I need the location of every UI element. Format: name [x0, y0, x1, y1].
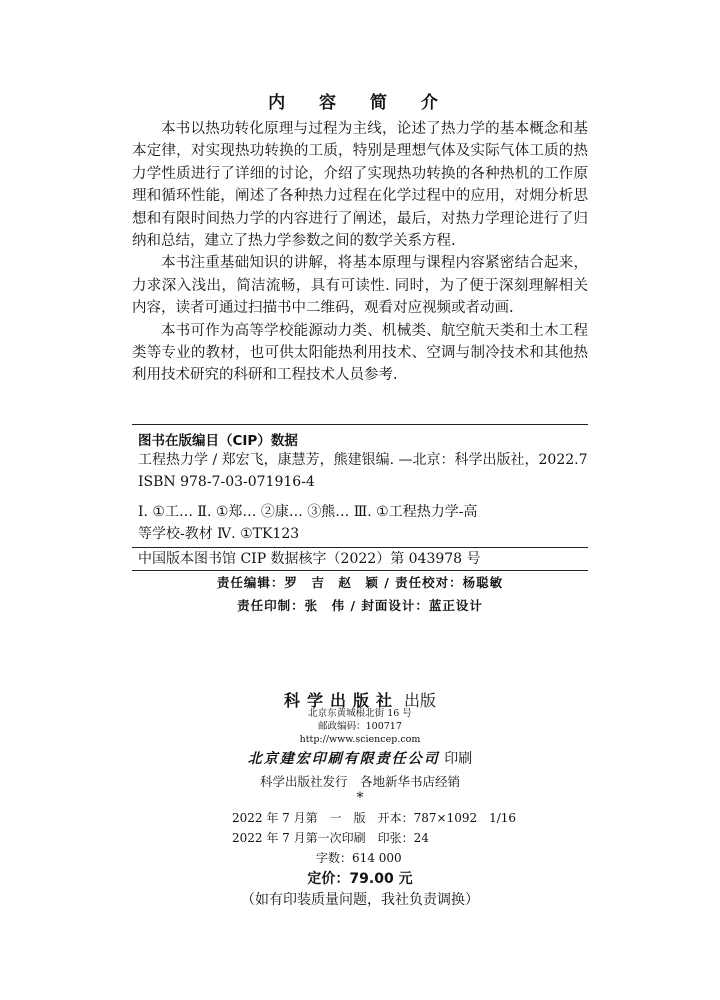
publisher-logo-text: 科学出版社 — [283, 691, 399, 710]
cip-block — [132, 424, 588, 571]
word-count: 字数：614 000 — [316, 851, 402, 865]
printer-line — [0, 748, 720, 768]
distribution-line: 科学出版社发行 各地新华书店经销 — [259, 774, 460, 789]
publisher-postcode: 邮政编码：100717 — [318, 721, 402, 732]
cip-classification: 等学校-教材 Ⅳ. ①TK123 — [138, 526, 300, 542]
summary-paragraph: 本书注重基础知识的讲解，将基本原理与课程内容紧密结合起来，力求深入浅出，简洁流畅，具有可读性. 同时，为了便于深刻理解相关内容，读者可通过扫描书中二维码，观看对应视频或者动画. — [132, 255, 588, 317]
cip-number: 中国版本图书馆 CIP 数据核字（2022）第 043978 号 — [132, 547, 588, 571]
editor-credits: 责任编辑：罗 吉 赵 颖 / 责任校对：杨聪敏 — [216, 575, 504, 590]
cip-isbn: ISBN 978-7-03-071916-4 — [138, 474, 315, 490]
price: 定价：79.00 元 — [307, 871, 413, 887]
cip-book-line: 工程热力学 / 郑宏飞，康慧芳，熊建银编. —北京：科学出版社，2022.7 — [138, 452, 588, 468]
cip-classification: Ⅰ. ①工… Ⅱ. ①郑… ②康… ③熊… Ⅲ. ①工程热力学-高 — [138, 504, 478, 520]
production-credits: 责任印制：张 伟 / 封面设计：蓝正设计 — [237, 598, 483, 613]
printing-line: 2022 年 7 月第一次印刷 印张：24 — [232, 831, 429, 845]
edition-line: 2022 年 7 月第 一 版 开本：787×1092 1/16 — [232, 811, 517, 825]
summary-title: 内 容 简 介 — [268, 93, 452, 113]
quality-note: （如有印装质量问题，我社负责调换） — [241, 892, 479, 908]
publisher-url: http://www.sciencep.com — [299, 734, 421, 745]
separator-star: * — [356, 790, 364, 806]
publisher-suffix: 出版 — [398, 691, 437, 710]
summary-body — [132, 118, 588, 387]
summary-paragraph: 本书以热功转化原理与过程为主线，论述了热力学的基本概念和基本定律，对实现热功转换的工质，特别是理想气体及实际气体工质的热力学性质进行了详细的讨论，介绍了实现热功转换的各种热机的工作原理和循环性能，阐述了各种热力过程在化学过程中的应用，对㶲分析思想和有限时间热力学的内容进行了阐述，最后，对热力学理论进行了归纳和总结，建立了热力学参数之间的数学关系方程. — [132, 121, 588, 250]
printer-logo-text: 北京建宏印刷有限责任公司 — [247, 751, 440, 767]
cip-heading: 图书在版编目（CIP）数据 — [138, 433, 298, 449]
printer-suffix: 印刷 — [439, 751, 473, 767]
publisher-address: 北京东黄城根北街 16 号 — [308, 708, 412, 719]
summary-paragraph: 本书可作为高等学校能源动力类、机械类、航空航天类和土木工程类等专业的教材，也可供太阳能热利用技术、空调与制冷技术和其他热利用技术研究的科研和工程技术人员参考. — [132, 322, 588, 384]
